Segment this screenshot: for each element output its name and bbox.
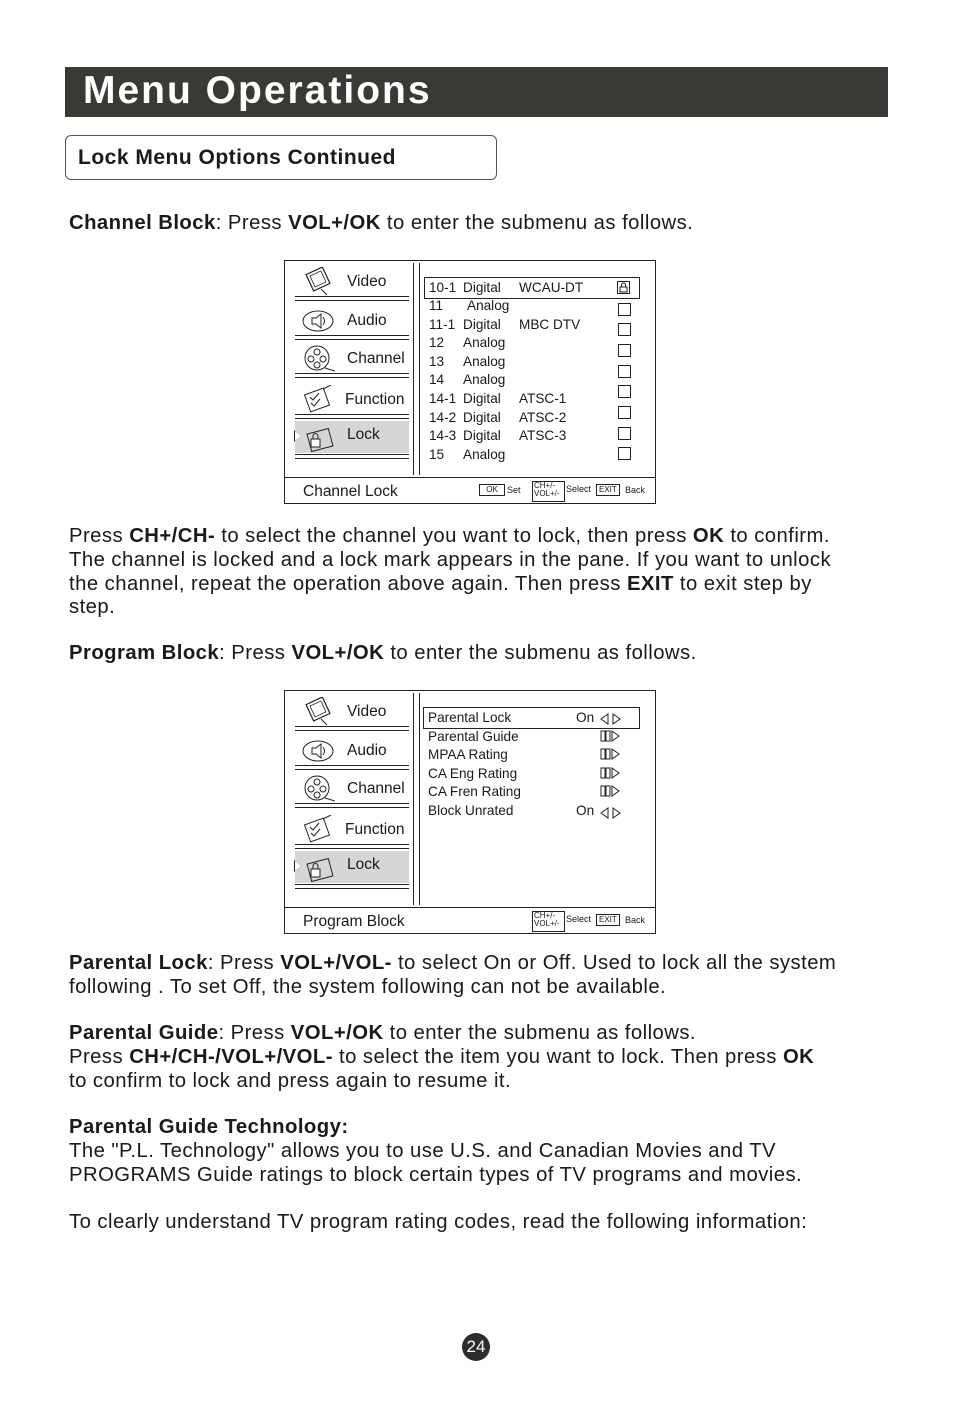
checklist-icon: [301, 385, 335, 415]
channel-block-label: Channel Block: [69, 212, 216, 234]
parental-lock-value: On: [576, 710, 595, 725]
key-hint: Back: [625, 915, 646, 925]
text: : Press: [207, 952, 281, 974]
nav-key-bottom: VOL+/-: [534, 489, 560, 498]
lock-checkbox[interactable]: [618, 447, 631, 460]
text-line: [69, 573, 831, 597]
speaker-icon: [301, 306, 335, 336]
text: to select the channel you want to lock, then press: [215, 525, 693, 547]
lock-checkbox[interactable]: [618, 303, 631, 316]
text: to enter the submenu as follows.: [383, 1022, 697, 1044]
channel-type: Analog: [463, 354, 506, 369]
key-text: VOL+/OK: [288, 212, 381, 234]
channel-number: 11-1: [429, 317, 456, 332]
section-title: Lock Menu Options Continued: [78, 146, 396, 169]
text: : Press: [215, 212, 289, 234]
lock-icon: [303, 857, 337, 887]
sidebar-label-video: Video: [347, 703, 387, 720]
channel-number: 13: [429, 354, 445, 369]
sidebar-label-audio: Audio: [347, 742, 387, 759]
divider: [295, 454, 409, 459]
key-text: VOL+/OK: [291, 642, 385, 664]
header-bar: [65, 67, 888, 117]
channel-lock-instructions: [69, 525, 831, 620]
text-line: [69, 952, 836, 976]
text: to select the item you want to lock. Then press: [332, 1045, 783, 1068]
menu-item-parental-guide[interactable]: Parental Guide: [428, 729, 519, 744]
channel-number: 15: [429, 447, 445, 462]
parental-lock-description: [69, 952, 836, 1000]
sidebar-item-video[interactable]: [295, 697, 409, 731]
key-hint: Select: [566, 484, 592, 494]
block-unrated-value: On: [576, 803, 595, 818]
sidebar-item-audio[interactable]: [295, 736, 409, 770]
sidebar-label-function: Function: [345, 821, 405, 838]
lock-checkbox[interactable]: [618, 427, 631, 440]
footer-divider: [285, 477, 655, 478]
lock-mark-icon: [617, 281, 630, 294]
text: to select On or Off. Used to lock all the system: [391, 952, 837, 974]
pointer-icon-fill: [295, 431, 301, 441]
key-hint: Back: [625, 485, 646, 495]
sidebar-label-video: Video: [347, 273, 387, 290]
video-icon: [301, 267, 335, 297]
footer-divider: [285, 907, 655, 908]
divider: [295, 844, 409, 849]
screen-footer-label: Program Block: [303, 913, 405, 930]
text: the channel, repeat the operation above again. Then press: [69, 572, 627, 595]
text: to enter the submenu as follows.: [384, 642, 697, 664]
text-line: step.: [69, 596, 116, 619]
text-line: to confirm to lock and press again to resume it.: [69, 1069, 512, 1092]
sidebar-item-function[interactable]: [295, 815, 409, 849]
technology-heading: Parental Guide Technology:: [69, 1116, 349, 1138]
submenu-arrow-icon[interactable]: [600, 730, 622, 742]
channel-number: 14-3: [429, 428, 457, 443]
divider: [295, 414, 409, 419]
menu-item-block-unrated[interactable]: Block Unrated: [428, 803, 514, 818]
channel-type: Digital: [463, 410, 501, 425]
divider: [295, 884, 409, 889]
program-block-screen: [284, 690, 656, 934]
text: : Press: [219, 642, 292, 664]
sidebar-item-lock[interactable]: [295, 851, 409, 889]
channel-number: 12: [429, 335, 445, 350]
text-line: following . To set Off, the system following can not be available.: [69, 975, 667, 998]
parental-guide-technology: [69, 1116, 802, 1187]
lock-checkbox[interactable]: [618, 323, 631, 336]
sidebar-label-channel: Channel: [347, 350, 405, 367]
divider: [295, 373, 409, 378]
channel-name: ATSC-3: [519, 428, 567, 443]
lock-checkbox[interactable]: [618, 344, 631, 357]
divider: [295, 765, 409, 770]
channel-number: 14: [429, 372, 445, 387]
speaker-icon: [301, 736, 335, 766]
nav-key-top: CH+/-: [534, 481, 556, 490]
parental-guide-description: [69, 1022, 814, 1093]
left-right-arrows-icon[interactable]: [600, 713, 622, 725]
menu-item-ca-eng-rating[interactable]: CA Eng Rating: [428, 766, 518, 781]
divider: [295, 803, 409, 808]
film-reel-icon: [301, 774, 335, 804]
key-text: VOL+/OK: [290, 1022, 384, 1044]
divider: [295, 726, 409, 731]
lock-checkbox[interactable]: [618, 365, 631, 378]
channel-number: 14-1: [429, 391, 457, 406]
channel-name: ATSC-1: [519, 391, 567, 406]
text-line: [69, 1046, 814, 1070]
checklist-icon: [301, 815, 335, 845]
lock-icon: [303, 427, 337, 457]
film-reel-icon: [301, 344, 335, 374]
key-text: EXIT: [626, 572, 674, 595]
nav-key: [532, 481, 565, 502]
ok-key: OK: [479, 484, 505, 496]
sidebar-item-audio[interactable]: [295, 306, 409, 340]
section-heading-box: [65, 135, 497, 180]
text: Press: [69, 525, 130, 547]
text-line: The channel is locked and a lock mark appears in the pane. If you want to unlock: [69, 548, 832, 571]
lock-checkbox[interactable]: [618, 406, 631, 419]
sidebar-item-lock[interactable]: [295, 421, 409, 459]
key-text: OK: [782, 1045, 815, 1068]
sidebar-label-lock: Lock: [347, 426, 380, 443]
sidebar-label-function: Function: [345, 391, 405, 408]
nav-key: [532, 911, 565, 932]
text: to confirm.: [724, 525, 830, 547]
channel-type: Analog: [463, 372, 506, 387]
left-right-arrows-icon[interactable]: [600, 807, 622, 819]
text-line: [69, 525, 831, 549]
channel-type: Digital: [463, 428, 501, 443]
channel-number: 10-1: [429, 280, 457, 295]
key-text: VOL+/VOL-: [280, 952, 392, 974]
lock-checkbox[interactable]: [618, 385, 631, 398]
menu-item-parental-lock[interactable]: Parental Lock: [428, 710, 512, 725]
text: to enter the submenu as follows.: [380, 212, 694, 234]
sidebar-label-audio: Audio: [347, 312, 387, 329]
channel-type: Digital: [463, 280, 501, 295]
key-hint: Set: [507, 485, 521, 495]
page-number: 24: [462, 1333, 490, 1361]
rating-codes-intro: To clearly understand TV program rating codes, read the following information:: [69, 1211, 808, 1233]
divider: [295, 296, 409, 301]
sidebar-item-function[interactable]: [295, 385, 409, 419]
sidebar-item-channel[interactable]: [295, 774, 409, 808]
key-text: OK: [692, 525, 725, 547]
page-title: Menu Operations: [83, 69, 432, 112]
submenu-arrow-icon[interactable]: [600, 748, 622, 760]
channel-lock-screen: [284, 260, 656, 504]
text: Press: [69, 1045, 130, 1068]
pointer-icon-fill: [295, 861, 301, 871]
key-text: CH+/CH-: [129, 525, 216, 547]
exit-key: EXIT: [596, 484, 620, 496]
channel-type: Analog: [467, 298, 510, 313]
video-icon: [301, 697, 335, 727]
key-hint: Select: [566, 914, 592, 924]
menu-item-mpaa-rating[interactable]: MPAA Rating: [428, 747, 508, 762]
channel-name: WCAU-DT: [519, 280, 584, 295]
sidebar-item-channel[interactable]: [295, 344, 409, 378]
program-block-label: Program Block: [69, 642, 220, 664]
text: : Press: [218, 1022, 291, 1044]
channel-name: ATSC-2: [519, 410, 567, 425]
channel-type: Digital: [463, 391, 501, 406]
text-line: [69, 1022, 814, 1046]
channel-block-intro: [69, 212, 693, 236]
exit-key: EXIT: [596, 914, 620, 926]
channel-type: Analog: [463, 335, 506, 350]
key-text: CH+/CH-/VOL+/VOL-: [129, 1045, 333, 1068]
program-block-intro: [69, 642, 697, 666]
submenu-arrow-icon[interactable]: [600, 767, 622, 779]
screen-footer-label: Channel Lock: [303, 483, 398, 500]
text: to exit step by: [673, 572, 812, 595]
sidebar-label-channel: Channel: [347, 780, 405, 797]
channel-type: Analog: [463, 447, 506, 462]
channel-number: 14-2: [429, 410, 457, 425]
text-line: PROGRAMS Guide ratings to block certain types of TV programs and movies.: [69, 1163, 803, 1186]
sidebar-item-video[interactable]: [295, 267, 409, 301]
menu-divider: [413, 263, 420, 475]
channel-number: 11: [429, 298, 444, 313]
sidebar-label-lock: Lock: [347, 856, 380, 873]
menu-divider: [413, 693, 420, 905]
text-line: The "P.L. Technology" allows you to use U.S. and Canadian Movies and TV: [69, 1139, 777, 1162]
parental-guide-label: Parental Guide: [69, 1022, 219, 1044]
channel-name: MBC DTV: [519, 317, 581, 332]
divider: [295, 335, 409, 340]
parental-lock-label: Parental Lock: [69, 952, 208, 974]
nav-key-top: CH+/-: [534, 911, 556, 920]
menu-item-ca-fren-rating[interactable]: CA Fren Rating: [428, 784, 521, 799]
nav-key-bottom: VOL+/-: [534, 919, 560, 928]
channel-type: Digital: [463, 317, 501, 332]
submenu-arrow-icon[interactable]: [600, 785, 622, 797]
